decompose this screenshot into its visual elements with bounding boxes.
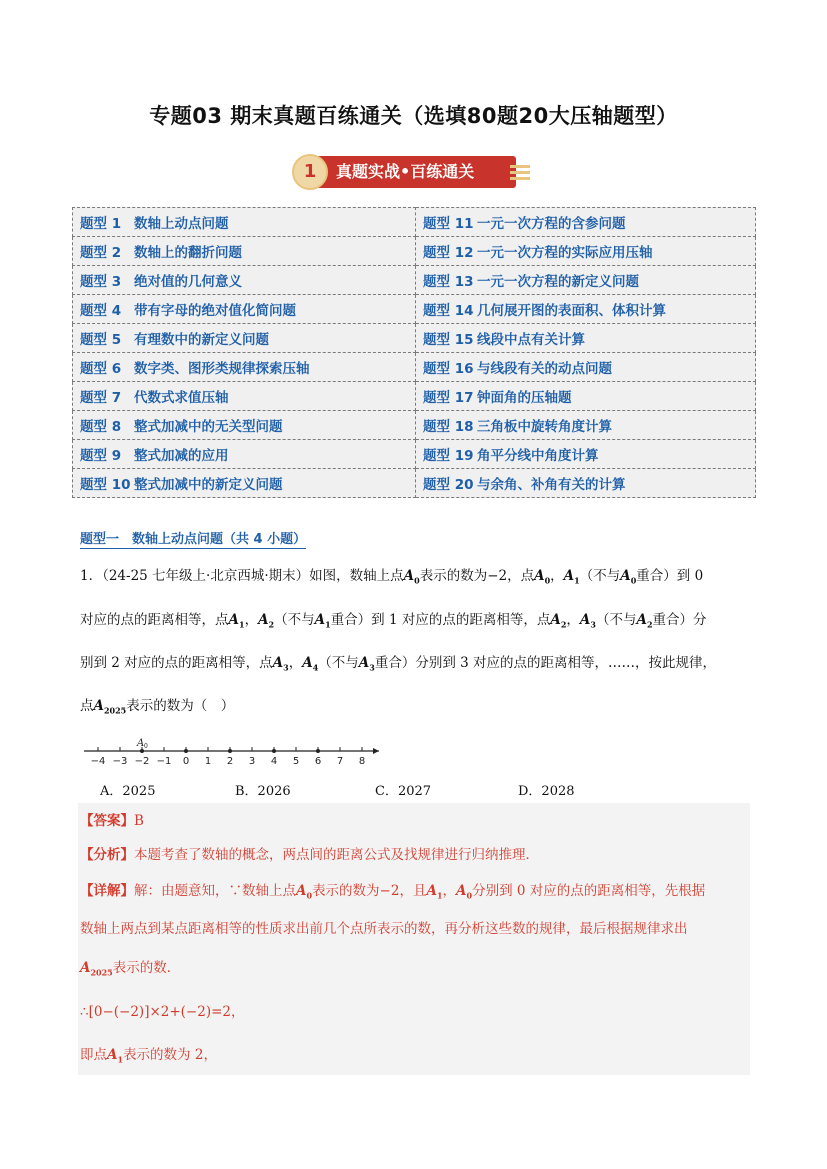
number-line-point bbox=[272, 749, 276, 753]
topic-cell-right[interactable]: 题型 11 一元一次方程的含参问题 bbox=[416, 208, 756, 237]
question-line-2: 对应的点的距离相等，点$A_1$，$A_2$（不与$A_1$重合）到 1 对应的点的距离相等，点$A_2$，$A_3$（不与$A_2$重合）分 bbox=[80, 612, 707, 630]
topic-cell-left[interactable]: 题型 4 带有字母的绝对值化简问题 bbox=[73, 295, 416, 324]
topic-row bbox=[73, 237, 756, 266]
topic-row bbox=[73, 469, 756, 498]
banner-number: 1 bbox=[292, 154, 328, 190]
number-line-tick-label: −3 bbox=[112, 756, 128, 767]
number-line-tick-label: −4 bbox=[90, 756, 106, 767]
answer-block bbox=[78, 803, 750, 1075]
topic-cell-left[interactable]: 题型 9 整式加减的应用 bbox=[73, 440, 416, 469]
topic-cell-left[interactable]: 题型 1 数轴上动点问题 bbox=[73, 208, 416, 237]
question-line-3: 别到 2 对应的点的距离相等，点$A_3$，$A_4$（不与$A_3$重合）分别到 3 对应的点的距离相等，……，按此规律， bbox=[80, 655, 717, 673]
section-heading: 题型一 数轴上动点问题（共 4 小题） bbox=[80, 528, 306, 549]
point-a0-label: A bbox=[137, 738, 145, 749]
analysis-line: 【分析】本题考查了数轴的概念，两点间的距离公式及找规律进行归纳推理． bbox=[80, 847, 539, 863]
topic-cell-left[interactable]: 题型 6 数字类、图形类规律探索压轴 bbox=[73, 353, 416, 382]
number-line-tick-label: 4 bbox=[270, 756, 278, 767]
number-line-tick-label: 2 bbox=[226, 756, 234, 767]
choice-c[interactable]: C．2027 bbox=[375, 784, 432, 799]
number-line-tick-label: −1 bbox=[156, 756, 172, 767]
number-line-tick-label: 5 bbox=[292, 756, 300, 767]
number-line-point bbox=[316, 749, 320, 753]
point-a0-subscript: 0 bbox=[144, 743, 148, 750]
topic-cell-right[interactable]: 题型 16 与线段有关的动点问题 bbox=[416, 353, 756, 382]
number-line-point bbox=[184, 749, 188, 753]
question-line-4: 点$A_{2025}$表示的数为（ ） bbox=[80, 698, 235, 716]
number-line-tick-label: 7 bbox=[336, 756, 344, 767]
topic-row bbox=[73, 324, 756, 353]
number-line-arrow bbox=[373, 748, 379, 754]
choice-a[interactable]: A．2025 bbox=[100, 784, 156, 799]
topic-row bbox=[73, 266, 756, 295]
topic-cell-right[interactable]: 题型 14 几何展开图的表面积、体积计算 bbox=[416, 295, 756, 324]
choice-d[interactable]: D．2028 bbox=[518, 784, 575, 799]
topic-cell-left[interactable]: 题型 5 有理数中的新定义问题 bbox=[73, 324, 416, 353]
detail-line-1: 【详解】解：由题意知，∵数轴上点$A_0$表示的数为−2，且$A_1$，$A_0$分别到 0 对应的点的距离相等，先根据 bbox=[80, 883, 706, 901]
topic-cell-left[interactable]: 题型 3 绝对值的几何意义 bbox=[73, 266, 416, 295]
topic-cell-left[interactable]: 题型 10 整式加减中的新定义问题 bbox=[73, 469, 416, 498]
topic-row bbox=[73, 440, 756, 469]
detail-line-5: 即点$A_1$表示的数为 2， bbox=[80, 1047, 217, 1065]
answer-line: 【答案】B bbox=[80, 813, 144, 829]
choice-b[interactable]: B．2026 bbox=[235, 784, 291, 799]
number-line-tick-label: 8 bbox=[358, 756, 366, 767]
topic-cell-left[interactable]: 题型 8 整式加减中的无关型问题 bbox=[73, 411, 416, 440]
number-line-tick-label: 3 bbox=[248, 756, 256, 767]
banner-text: 真题实战•百练通关 bbox=[336, 162, 475, 181]
banner-stripes-decoration bbox=[510, 165, 530, 183]
topic-cell-right[interactable]: 题型 12 一元一次方程的实际应用压轴 bbox=[416, 237, 756, 266]
topic-cell-right[interactable]: 题型 17 钟面角的压轴题 bbox=[416, 382, 756, 411]
topic-row bbox=[73, 208, 756, 237]
topic-row bbox=[73, 295, 756, 324]
topic-cell-right[interactable]: 题型 13 一元一次方程的新定义问题 bbox=[416, 266, 756, 295]
number-line-figure bbox=[84, 735, 384, 769]
detail-line-2: 数轴上两点到某点距离相等的性质求出前几个点所表示的数，再分析这些数的规律，最后根据规律求出 bbox=[80, 921, 688, 937]
number-line-point bbox=[228, 749, 232, 753]
topic-cell-left[interactable]: 题型 2 数轴上的翻折问题 bbox=[73, 237, 416, 266]
section-banner bbox=[292, 153, 532, 193]
question-line-1: 1．（24-25 七年级上·北京西城·期末）如图，数轴上点$A_0$表示的数为−2，点$A_0$，$A_1$（不与$A_0$重合）到 0 bbox=[80, 568, 704, 586]
number-line-tick-label: 0 bbox=[182, 756, 190, 767]
topic-table bbox=[72, 207, 756, 498]
topic-cell-right[interactable]: 题型 15 线段中点有关计算 bbox=[416, 324, 756, 353]
detail-line-3: $A_{2025}$表示的数． bbox=[80, 960, 181, 978]
topic-row bbox=[73, 411, 756, 440]
number-line-tick-label: 1 bbox=[204, 756, 212, 767]
topic-cell-right[interactable]: 题型 18 三角板中旋转角度计算 bbox=[416, 411, 756, 440]
topic-cell-right[interactable]: 题型 19 角平分线中角度计算 bbox=[416, 440, 756, 469]
formula-line: ∴[0−(−2)]×2+(−2)=2， bbox=[80, 1004, 245, 1020]
topic-cell-right[interactable]: 题型 20 与余角、补角有关的计算 bbox=[416, 469, 756, 498]
number-line-tick-label: −2 bbox=[134, 756, 150, 767]
topic-cell-left[interactable]: 题型 7 代数式求值压轴 bbox=[73, 382, 416, 411]
topic-row bbox=[73, 353, 756, 382]
page-title: 专题03 期末真题百练通关（选填80题20大压轴题型） bbox=[149, 104, 678, 128]
topic-row bbox=[73, 382, 756, 411]
number-line-tick-label: 6 bbox=[314, 756, 322, 767]
